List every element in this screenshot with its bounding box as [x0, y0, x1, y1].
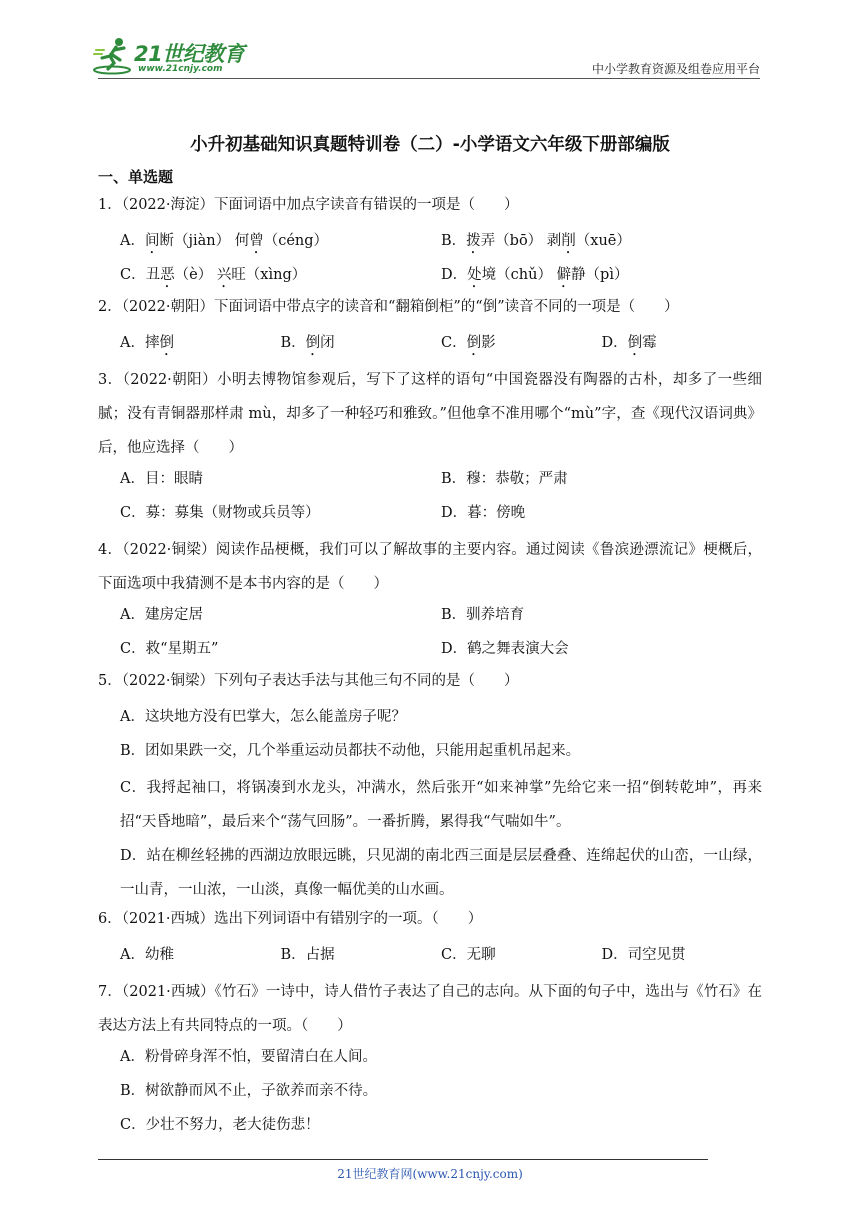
question-7 — [98, 975, 762, 1145]
option-row — [98, 601, 762, 635]
option-row — [98, 499, 762, 533]
option-c[interactable]: C．救“星期五” — [120, 641, 219, 657]
footer-link[interactable]: 21世纪教育网(www.21cnjy.com) — [337, 1167, 523, 1181]
question-stem: 3．（2022·朝阳）小明去博物馆参观后，写下了这样的语句“中国瓷器没有陶器的古朴，却多了一些细腻；没有青铜器那样肃 mù，却多了一种轻巧和雅致。”但他拿不准用哪个“mù”字，查《现代汉语词典》后，他应选择（ ） — [98, 372, 762, 456]
option-b[interactable]: B．驯养培育 — [441, 607, 525, 623]
option-a[interactable]: A．这块地方没有巴掌大，怎么能盖房子呢？ — [120, 709, 406, 725]
footer-divider — [98, 1159, 708, 1160]
option-a[interactable]: A．建房定居 — [120, 607, 203, 623]
option-d[interactable]: D．暮：傍晚 — [441, 505, 526, 521]
option-b[interactable]: B．树欲静而风不止，子欲养而亲不待。 — [120, 1083, 378, 1099]
question-6 — [98, 907, 762, 975]
question-stem: 5．（2022·铜梁）下列句子表达手法与其他三句不同的是（ ） — [98, 673, 519, 689]
running-figure-icon — [92, 36, 138, 76]
option-c[interactable]: C．少壮不努力，老大徒伤悲！ — [120, 1117, 320, 1133]
option-row — [98, 941, 762, 975]
option-a[interactable]: A．幼稚 — [120, 947, 174, 963]
page-header — [0, 0, 860, 82]
option-d[interactable]: D．鹤之舞表演大会 — [441, 641, 569, 657]
question-2 — [98, 295, 762, 363]
option-b[interactable]: B．倒闭 — [280, 335, 335, 351]
option-b[interactable]: B．拨弄（bō） 剥削（xuē） — [441, 233, 631, 249]
option-d[interactable]: D．司空见贯 — [601, 947, 686, 963]
logo-text: 21世纪教育 — [134, 42, 245, 66]
question-1 — [98, 193, 762, 295]
question-stem: 2．（2022·朝阳）下面词语中带点字的读音和“翻箱倒柜”的“倒”读音不同的一项是（ ） — [98, 299, 679, 315]
option-d[interactable]: D．倒霉 — [601, 335, 657, 351]
question-4 — [98, 533, 762, 669]
question-stem: 1．（2022·海淀）下面词语中加点字读音有错误的一项是（ ） — [98, 197, 519, 213]
option-b[interactable]: B．团如果跌一交，几个举重运动员都扶不动他，只能用起重机吊起来。 — [120, 743, 581, 759]
section-heading: 一、单选题 — [98, 168, 174, 186]
question-stem: 7．（2021·西城）《竹石》一诗中，诗人借竹子表达了自己的志向。从下面的句子中，选出与《竹石》在表达方法上有共同特点的一项。（ ） — [98, 984, 762, 1034]
option-row — [98, 261, 762, 295]
option-c[interactable]: C．募：募集（财物或兵员等） — [120, 505, 320, 521]
logo-url: www.21cnjy.com — [138, 64, 223, 74]
option-c[interactable]: C．我捋起袖口，将锅凑到水龙头，冲满水，然后张开“如来神掌”先给它来一招“倒转乾坤”，再来招“天昏地暗”，最后来个“荡气回肠”。一番折腾，累得我“气喘如牛”。 — [120, 780, 762, 830]
option-b[interactable]: B．占据 — [280, 947, 335, 963]
question-3 — [98, 363, 762, 533]
page-title: 小升初基础知识真题特训卷（二）-小学语文六年级下册部编版 — [190, 135, 670, 155]
option-c[interactable]: C．倒影 — [441, 335, 496, 351]
option-row — [98, 465, 762, 499]
option-c[interactable]: C．丑恶（è） 兴旺（xìng） — [120, 267, 307, 283]
question-stem: 4．（2022·铜梁）阅读作品梗概，我们可以了解故事的主要内容。通过阅读《鲁滨逊漂流记》梗概后，下面选项中我猜测不是本书内容的是（ ） — [98, 542, 762, 592]
site-logo — [92, 36, 262, 80]
option-row — [98, 329, 762, 363]
option-row — [98, 227, 762, 261]
question-list — [98, 193, 762, 1145]
option-a[interactable]: A．间断（jiàn） 何曾（céng） — [120, 233, 329, 249]
option-a[interactable]: A．目：眼睛 — [120, 471, 203, 487]
option-a[interactable]: A．粉骨碎身浑不怕，要留清白在人间。 — [120, 1049, 377, 1065]
header-divider — [98, 78, 760, 79]
question-stem: 6．（2021·西城）选出下列词语中有错别字的一项。（ ） — [98, 911, 483, 927]
option-d[interactable]: D．站在柳丝轻拂的西湖边放眼远眺，只见湖的南北西三面是层层叠叠、连绵起伏的山峦，一山绿，一山青，一山浓，一山淡，真像一幅优美的山水画。 — [120, 848, 762, 898]
option-row — [98, 635, 762, 669]
option-a[interactable]: A．摔倒 — [120, 335, 174, 351]
option-d[interactable]: D．处境（chǔ） 僻静（pì） — [441, 267, 629, 283]
option-b[interactable]: B．穆：恭敬；严肃 — [441, 471, 568, 487]
platform-label: 中小学教育资源及组卷应用平台 — [591, 62, 760, 76]
option-c[interactable]: C．无聊 — [441, 947, 496, 963]
question-5 — [98, 669, 762, 907]
